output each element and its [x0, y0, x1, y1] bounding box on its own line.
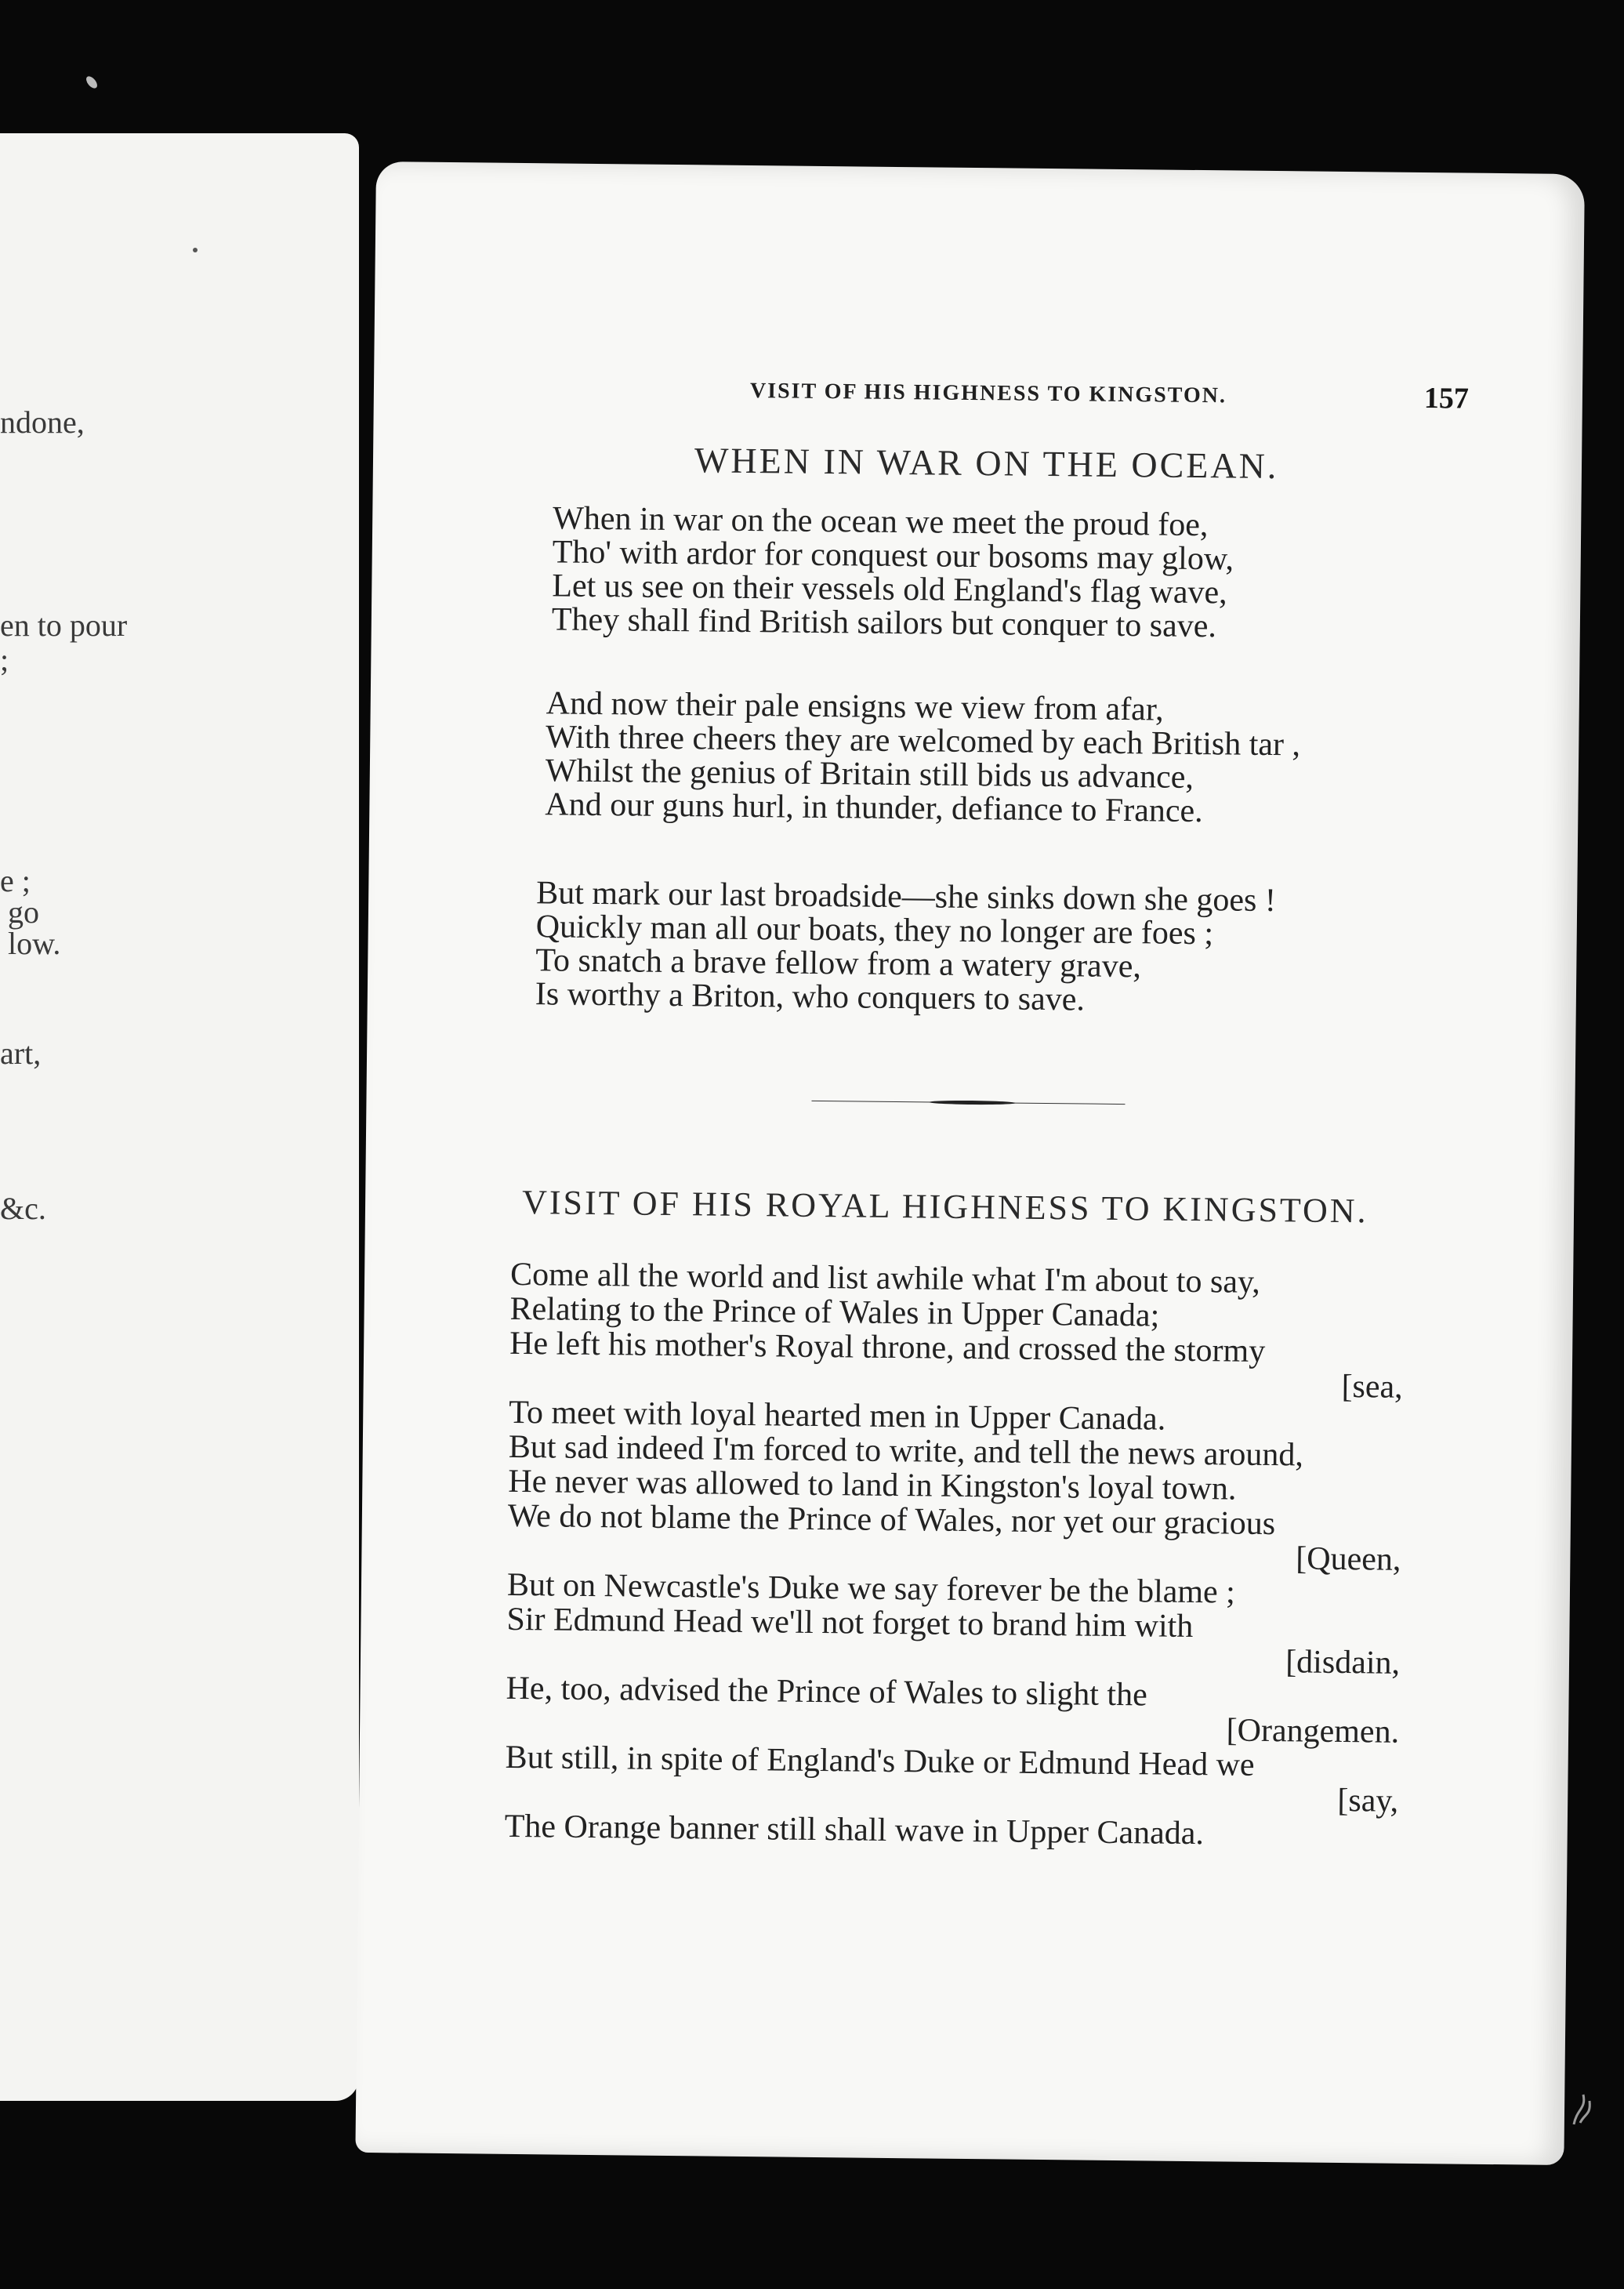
- poem-title: WHEN IN WAR ON THE OCEAN.: [694, 440, 1279, 487]
- verse-line: The Orange banner still shall wave in Upper Canada.: [504, 1808, 1205, 1852]
- verse-line: Sir Edmund Head we'll not forget to brand him with: [506, 1601, 1194, 1645]
- left-fragment: go: [0, 894, 39, 930]
- verse-line: To snatch a brave fellow from a watery grave,: [535, 942, 1142, 985]
- verse-turnover: [say,: [1337, 1782, 1399, 1819]
- verse-line: He never was allowed to land in Kingston's loyal town.: [508, 1463, 1237, 1507]
- verse-line: Whilst the genius of Britain still bids us advance,: [545, 753, 1194, 796]
- left-fragment: e ;: [0, 863, 31, 898]
- verse-turnover: [Queen,: [1296, 1540, 1401, 1578]
- verse-line: Relating to the Prince of Wales in Upper Canada;: [509, 1290, 1160, 1334]
- verse-line: Come all the world and list awhile what I'm about to say,: [509, 1256, 1260, 1300]
- running-head: VISIT OF HIS HIGHNESS TO KINGSTON.: [749, 379, 1227, 408]
- verse-line: And now their pale ensigns we view from afar,: [546, 685, 1164, 728]
- left-fragment: low.: [0, 926, 61, 961]
- dust-speck: [193, 248, 198, 252]
- verse-line: We do not blame the Prince of Wales, nor yet our gracious: [507, 1497, 1276, 1543]
- verse-line: To meet with loyal hearted men in Upper Canada.: [509, 1394, 1166, 1438]
- left-fragment: en to pour: [0, 608, 128, 643]
- facing-page-left: [0, 133, 359, 2101]
- verse-line: Let us see on their vessels old England's flag wave,: [552, 568, 1227, 611]
- verse-line: And our guns hurl, in thunder, defiance to France.: [545, 786, 1203, 830]
- verse-line: Quickly man all our boats, they no longer are foes ;: [535, 909, 1214, 952]
- poem-stanza: [535, 876, 1276, 1019]
- verse-turnover: [sea,: [1341, 1368, 1403, 1406]
- verse-turnover: [disdain,: [1285, 1644, 1401, 1681]
- verse-turnover: [Orangemen.: [1226, 1712, 1400, 1750]
- verse-line: But sad indeed I'm forced to write, and tell the news around,: [508, 1428, 1304, 1474]
- left-fragment: ndone,: [0, 404, 85, 440]
- verse-line: They shall find British sailors but conquer to save.: [551, 601, 1217, 645]
- verse-line: He left his mother's Royal throne, and crossed the stormy: [509, 1325, 1266, 1369]
- verse-line: He, too, advised the Prince of Wales to slight the: [506, 1670, 1147, 1714]
- verse-line: But on Newcastle's Duke we say forever be the blame ;: [506, 1566, 1236, 1611]
- verse-line: But mark our last broadside—she sinks down she goes !: [535, 875, 1277, 920]
- poem-title: VISIT OF HIS ROYAL HIGHNESS TO KINGSTON.: [521, 1183, 1368, 1231]
- section-divider: [811, 1099, 1125, 1106]
- left-fragment: art,: [0, 1036, 42, 1071]
- verse-line: With three cheers they are welcomed by each British tar ,: [546, 719, 1301, 764]
- poem-stanza: [505, 1257, 1452, 1854]
- poem-stanza: [552, 502, 1234, 644]
- left-fragment: ;: [0, 642, 9, 677]
- page-number: 157: [1423, 382, 1470, 415]
- verse-line: Is worthy a Briton, who conquers to save.: [535, 976, 1086, 1018]
- ornament-icon: [1566, 2085, 1597, 2132]
- left-fragment: &c.: [0, 1191, 46, 1226]
- book-page: [355, 161, 1585, 2165]
- verse-line: But still, in spite of England's Duke or Edmund Head we: [505, 1739, 1255, 1783]
- verse-line: Tho' with ardor for conquest our bosoms may glow,: [552, 534, 1234, 578]
- verse-line: When in war on the ocean we meet the proud foe,: [553, 500, 1209, 544]
- divider-swell: [929, 1100, 1015, 1105]
- poem-stanza: [545, 687, 1300, 829]
